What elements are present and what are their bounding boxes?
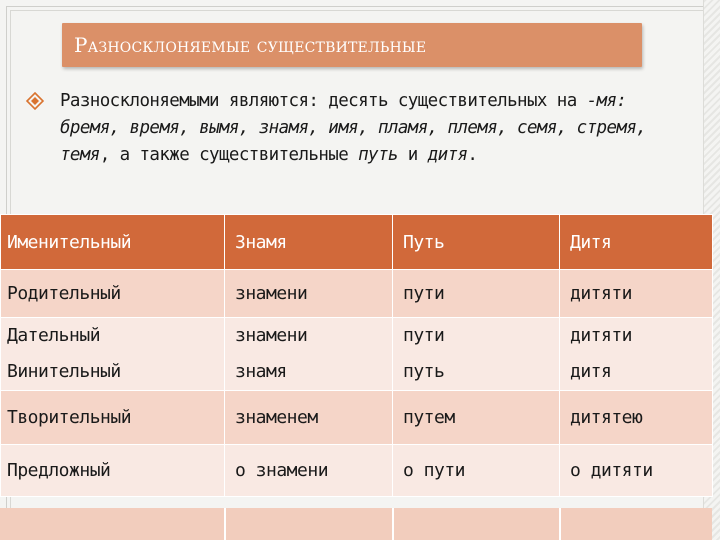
form-cell: пути [393,270,560,318]
case-line: Дательный [7,325,101,346]
bullet-text-italic: -мя: бремя, время, вымя, знамя, имя, пламя, племя, семя, стремя, темя [60,91,647,165]
table-row [1,445,713,497]
table-row [1,270,713,318]
case-cell: Творительный [1,391,225,445]
case-line: Винительный [7,361,121,382]
form-cell [560,318,713,391]
case-cell: Родительный [1,270,225,318]
form-cell: о знамени [225,445,393,497]
case-cell [1,318,225,391]
title-bar [62,23,642,67]
form-line: пути [403,325,445,346]
bullet-item [26,88,694,169]
form-line: дитяти [570,325,633,346]
bullet-text-italic: путь [358,145,398,165]
bullet-text-plain: Разносклоняемыми являются: десять существительных на [60,91,587,111]
declension-table [0,214,713,497]
form-line: знамя [235,361,287,382]
form-cell: о дитяти [560,445,713,497]
form-cell: дитяти [560,270,713,318]
form-cell [225,318,393,391]
declension-table-wrap [0,214,712,540]
header-cell-case: Именительный [1,215,225,270]
form-line: знамени [235,325,308,346]
header-cell-put: Путь [393,215,560,270]
diamond-bullet-icon [26,92,44,110]
band-divider [392,508,559,540]
table-row [1,318,713,391]
bullet-text-plain: и [397,145,428,165]
form-cell [393,318,560,391]
slide-title: Разносклоняемые существительные [74,33,427,57]
form-cell: о пути [393,445,560,497]
form-cell: знамени [225,270,393,318]
band-divider [559,508,712,540]
form-cell: путем [393,391,560,445]
form-line: путь [403,361,445,382]
band-divider [224,508,392,540]
form-cell: дитятею [560,391,713,445]
case-cell: Предложный [1,445,225,497]
bullet-text-italic: дитя [427,145,468,165]
bullet-text-plain: . [467,145,478,165]
form-line: дитя [570,361,612,382]
bullet-text-plain: , а также существительные [99,145,359,165]
table-bottom-band [0,508,712,540]
table-row [1,391,713,445]
header-cell-znamya: Знамя [225,215,393,270]
table-header-row [1,215,713,270]
header-cell-ditya: Дитя [560,215,713,270]
form-cell: знаменем [225,391,393,445]
bullet-text [60,88,694,169]
